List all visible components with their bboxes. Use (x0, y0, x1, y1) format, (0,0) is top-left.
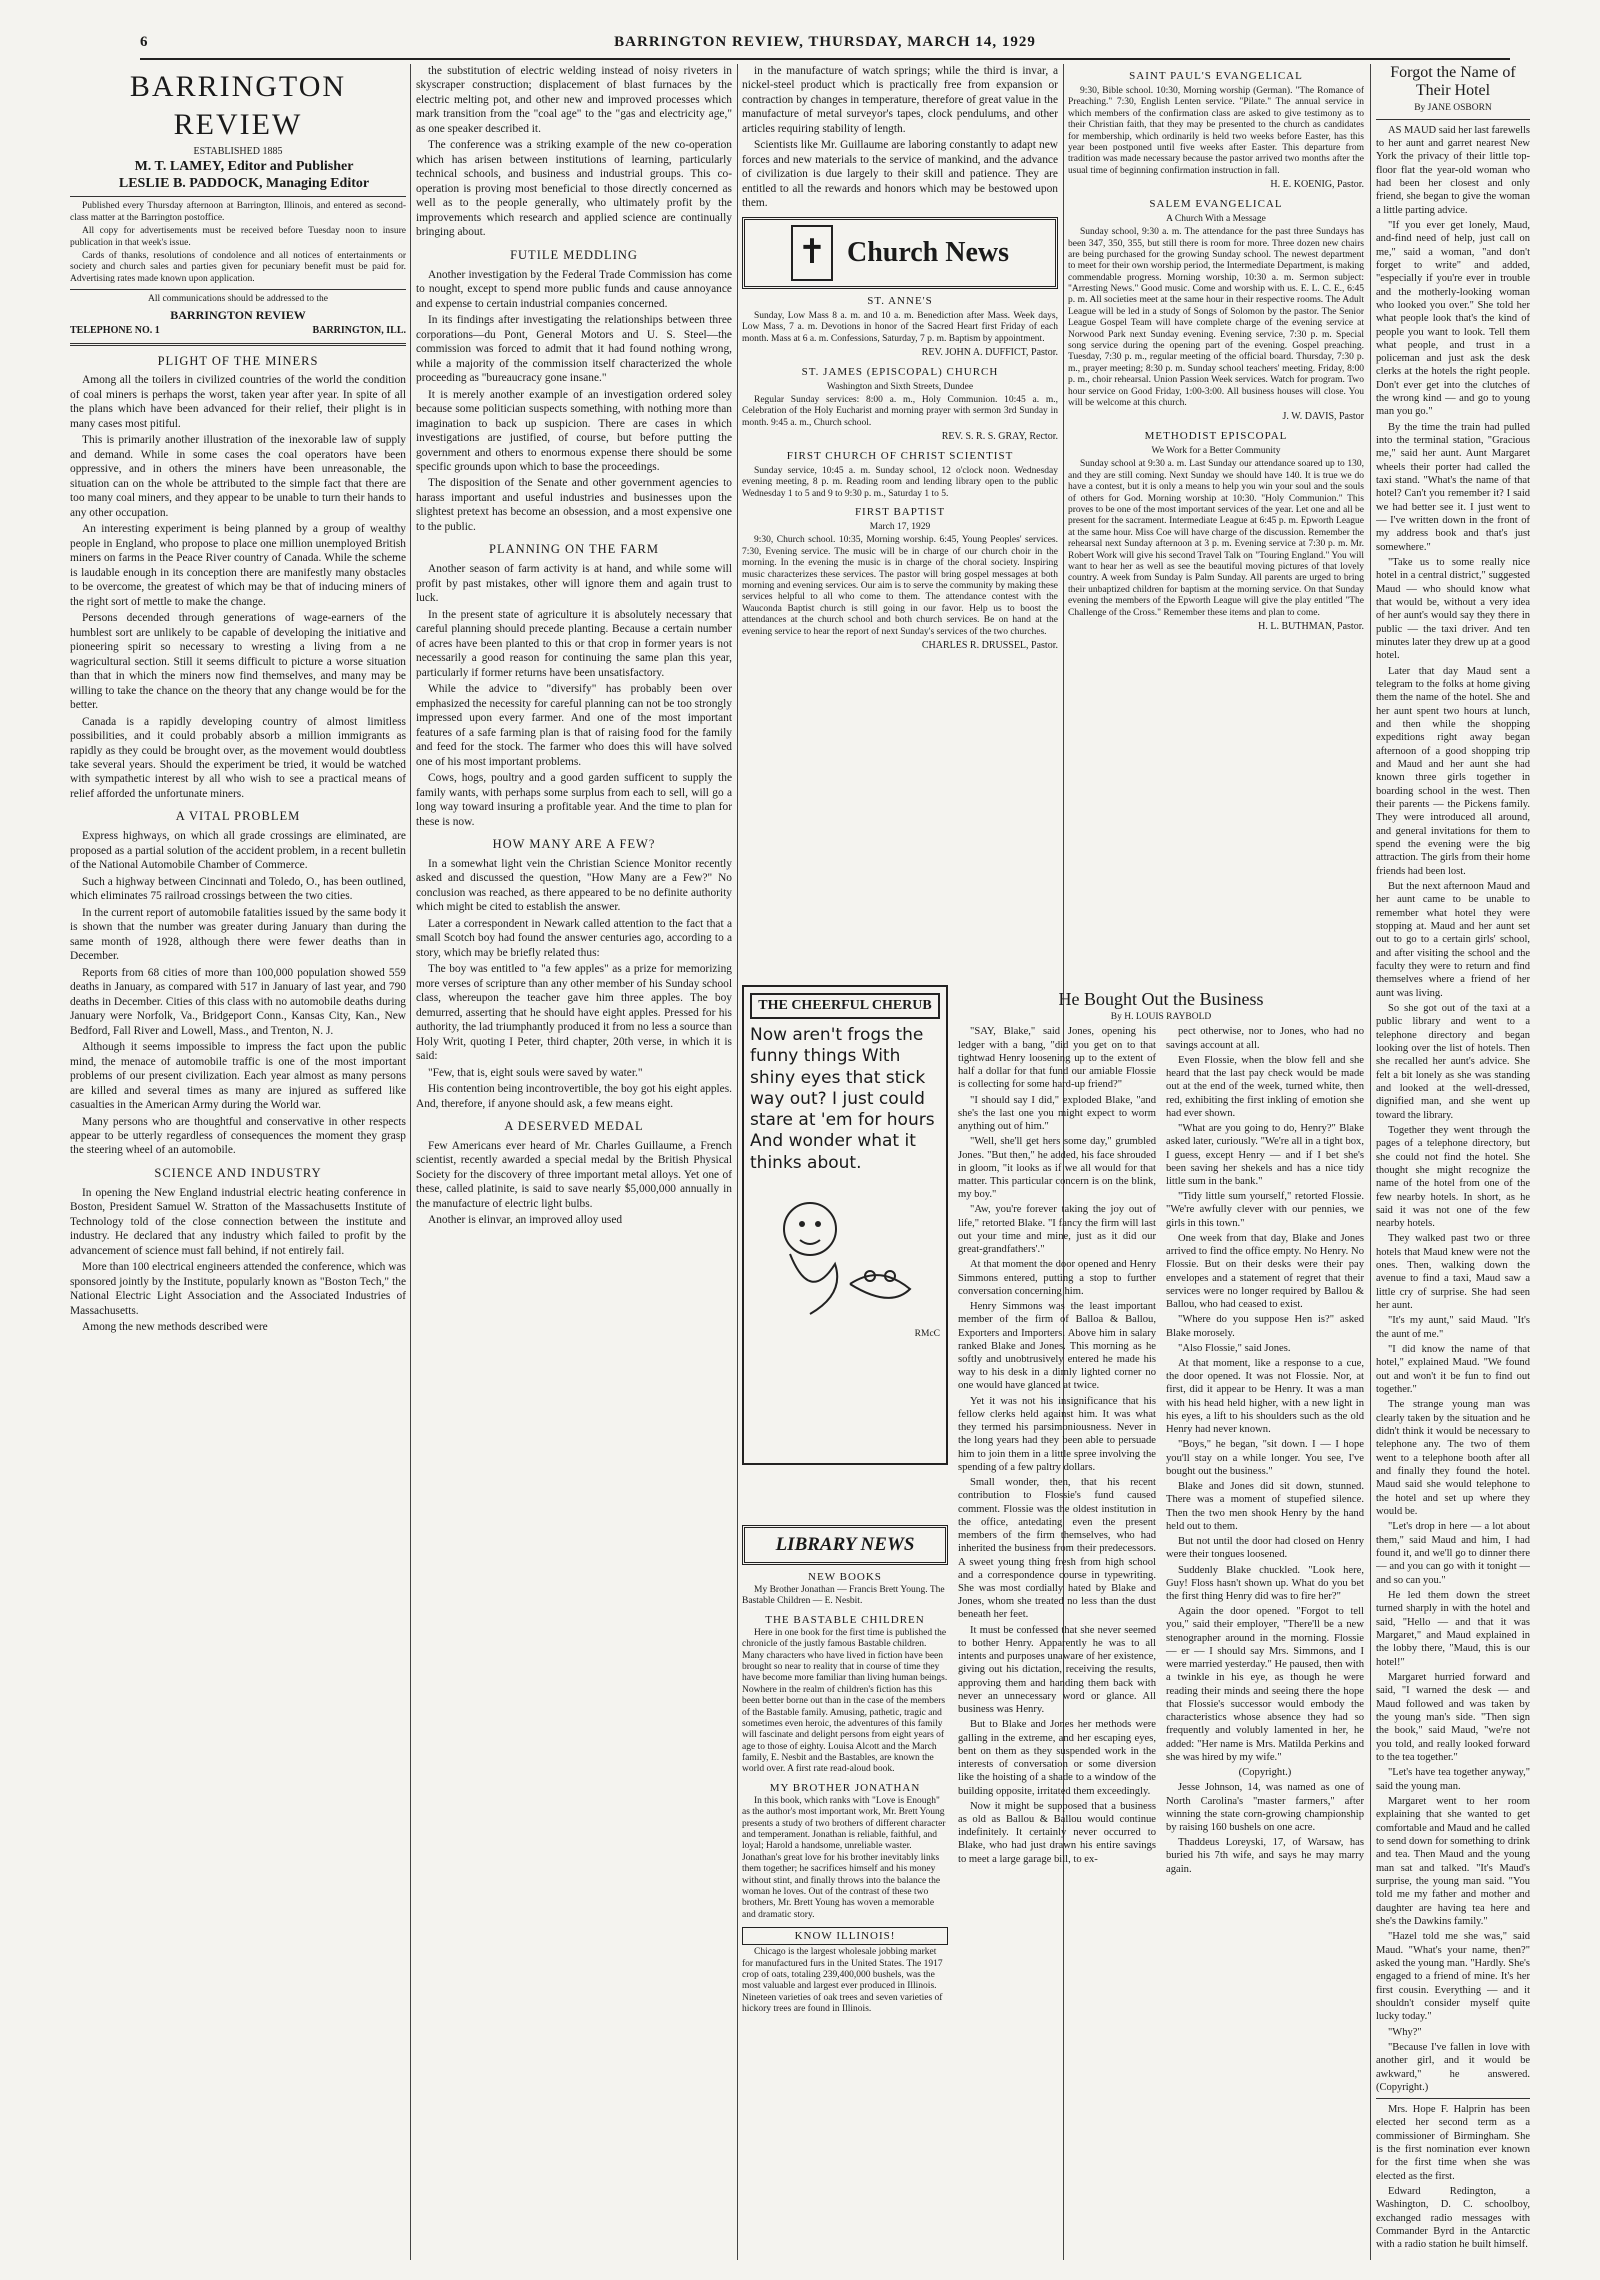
paragraph: "I should say I did," exploded Blake, "and she's the last one you might expect to worm anything out of him." (958, 1094, 1156, 1133)
church-news-banner (742, 217, 1058, 289)
church-text: Sunday service, 10:45 a. m. Sunday school, 12 o'clock noon. Wednesday evening meeting, 8 p. m. Reading room and lending library open to the public Wednesday 1 to 5 and 9 to 9:30 p. m., Saturday 1 to 5. (742, 465, 1058, 499)
library-news-title: LIBRARY NEWS (742, 1525, 948, 1565)
paragraph: "Aw, you're forever taking the joy out of life," retorted Blake. "I fancy the firm will last out your time and mine, just as it did our great-grandfathers'." (958, 1204, 1156, 1256)
paragraph: Another is elinvar, an improved alloy used (428, 1214, 623, 1227)
paragraph: Margaret hurried forward and said, "I warned the desk — and Maud followed and was taken by the young man's side. "Then sign the book," said Maud, "we're not you told, and really looked forward to the tea together." (1376, 1671, 1530, 1763)
church-signature: H. E. KOENIG, Pastor. (1270, 179, 1364, 191)
church-signature: REV. JOHN A. DUFFICT, Pastor. (921, 346, 1058, 358)
paragraph: pect otherwise, nor to Jones, who had no savings account at all. (1166, 1026, 1364, 1051)
short-story (958, 985, 1364, 1876)
ad-notice: All copy for advertisements must be received before Tuesday noon to insure publication in that week's issue. (70, 226, 406, 248)
church-signature: H. L. BUTHMAN, Pastor. (1258, 620, 1364, 632)
editorial-heading: PLIGHT OF THE MINERS (157, 353, 319, 368)
paragraph: It must be confessed that she never seemed to bother Henry. Apparently he was to all intents and purposes unaware of her existence, giving out his dictation, receiving the results, approving them and handing them back with never an unnecessary word or glance. All business was Henry. (958, 1624, 1156, 1716)
cheerful-cherub (742, 985, 948, 1455)
church-heading: FIRST CHURCH OF CHRIST SCIENTIST (786, 449, 1014, 462)
paragraph: Canada is a rapidly developing country of almost limitless possibilities, and it could probably absorb a million immigrants as rapidly as they could be brought over, as the movement would doubtless take several years. Should the experiment be tried, it would be watched with sympathetic interest by all who wish to see a practical means of relief afforded the unfortunate miners. (70, 715, 406, 800)
paragraph: "Where do you suppose Hen is?" asked Blake morosely. (1166, 1314, 1364, 1339)
column-1 (70, 64, 406, 2260)
library-news (742, 1525, 948, 2018)
folio-title: BARRINGTON REVIEW, THURSDAY, MARCH 14, 1929 (614, 34, 1036, 50)
paragraph: in the manufacture of watch springs; while the third is invar, a nickel-steel product which is practically free from expansion or contraction by changes in temperature, therefore of great value in the manufacture of metal surveyor's tapes, clock pendulums, and other articles requiring stability of length. (742, 65, 1058, 135)
contact-row (70, 325, 406, 338)
story-title: He Bought Out the Business (1058, 989, 1264, 1009)
paragraph: Yet it was not his insignificance that his fellow clerks held against him. It was what they termed his parsimoniousness. Never in the long years had they been able to persuade him to join them in a little spree involving the spending of a few paltry dollars. (958, 1395, 1156, 1473)
paragraph: In the current report of automobile fatalities issued by the same body it is shown that the number was greater during January than during the same month of 1928, although there were fewer deaths than in December. (70, 906, 406, 963)
paragraph: More than 100 electrical engineers attended the conference, which was sponsored jointly by the Institute, popularly known as "Boston Tech," the National Electric Light Association and the Associated Industries of Massachusetts. (70, 1261, 406, 1317)
paragraph: Although it seems impossible to impress the fact upon the public mind, the menace of automobile traffic is one of the most important problems of our present civilization. Each year almost as many persons are killed and several times as many are injured as suffered like casualties in the American Army during the World war. (70, 1041, 406, 1112)
paragraph: "What are you going to do, Henry?" Blake asked later, curiously. "We're all in a tight box, I guess, except Henry — and if I bet she's been saving her shekels and has a nice tidy little sum in the bank." (1166, 1123, 1364, 1187)
library-heading: MY BROTHER JONATHAN (769, 1781, 921, 1794)
paragraph: Suddenly Blake chuckled. "Look here, Guy! Floss hasn't shown up. What do you bet the first thing Henry did was to fire her?" (1166, 1564, 1364, 1602)
paragraph: "Tidy little sum yourself," retorted Flossie. "We're awfully clever with our pennies, we girls in this town." (1166, 1191, 1364, 1229)
column-4 (1068, 64, 1364, 974)
church-heading: SALEM EVANGELICAL (1149, 197, 1283, 210)
paragraph: AS MAUD said her last farewells to her aunt and garret nearest New York the privacy of their little top-floor flat the year-old woman who had been her closest and only friend, she began to give the woman a little parting advice. (1376, 124, 1530, 216)
library-text: Chicago is the largest wholesale jobbing market for manufactured furs in the United States. The 1917 crop of oats, totaling 239,400,000 bushels, was the most valuable and largest ever produced in Illinois. Nineteen varieties of oak trees and seven varieties of hickory trees are found in Illinois. (742, 1947, 943, 2015)
library-heading: KNOW ILLINOIS! (742, 1927, 948, 1945)
telephone: TELEPHONE NO. 1 (70, 324, 160, 336)
church-heading: ST. ANNE'S (867, 294, 933, 307)
paragraph: Later that day Maud sent a telegram to the folks at home giving them the name of the hotel. She and her aunt spent two hours at lunch, and then while the shopping expeditions right away began afternoon of a good shopping trip and Maud and her aunt she had known three girls together in boarding school in the west. Then their parents — the Pickens family. They were introduced all around, and general invitations for them to spend the evening were the big attraction. The girls from their home friends had been lost. (1376, 665, 1530, 877)
paragraph: At that moment, like a response to a cue, the door opened. It was not Flossie. Nor, at first, did it appear to be Henry. It was a man with his head held higher, with a new light in his eyes, a lift to his shoulders such as the old Henry had never known. (1166, 1358, 1364, 1436)
paragraph: "Because I've fallen in love with another girl, and it would be awkward," he answered. (Copyright.) (1376, 2041, 1530, 2093)
address-name: BARRINGTON REVIEW (170, 307, 306, 322)
established-line: ESTABLISHED 1885 (193, 146, 283, 158)
editorial-heading: FUTILE MEDDLING (510, 247, 638, 262)
paragraph: Few Americans ever heard of Mr. Charles Guillaume, a French scientist, recently awarded a special medal by the British Physical Society for the discovery of three important metal alloys. Yet one of these, called platinite, is said to save nearly $5,000,000 annually in the manufacture of electric light bulbs. (416, 1139, 732, 1210)
paragraph: Such a highway between Cincinnati and Toledo, O., has been outlined, which eliminates 75 railroad crossings between the two cities. (70, 875, 406, 903)
paragraph: The conference was a striking example of the new co-operation which has arisen between institutions of learning, particularly technical schools, and business and industrial groups. This co-operation is proving most beneficial to those directly concerned as well as to the people generally, who ultimately profit by the improvements which research and applied science are continually bringing about. (416, 139, 732, 239)
paragraph: Even Flossie, when the blow fell and she heard that the last pay check would be made out at the end of the week, turned white, then red, exhibiting the first inkling of emotion she had ever shown. (1166, 1054, 1364, 1119)
church-heading: SAINT PAUL'S EVANGELICAL (1129, 70, 1303, 82)
church-text: 9:30, Bible school. 10:30, Morning worship (German). "The Romance of Preaching." 7:30, English Lenten service. "Pilate." The annual service in which members of the confirmation class are asked to give testimony as to their Christian faith, that they may be presented to the church as candidates for membership, which ordinarily is held two weeks before Easter, has this year been postponed until five weeks after Easter. This departure from tradition was made necessary because the pastor arrived two months after the usual time of beginning confirmation instruction in fall. (1068, 85, 1364, 176)
cards-notice: Cards of thanks, resolutions of condolence and all notices of entertainments or society and church sales and parties given for pecuniary benefit must be paid for. Advertising rates made known upon application. (70, 251, 406, 284)
story-byline: By JANE OSBORN (1414, 103, 1492, 114)
paragraph: Now it might be supposed that a business as old as Ballou & Ballou would continue indefinitely. It certainly never occurred to Blake, who had just drawn his entire savings to meet a large garage bill, to ex- (958, 1800, 1156, 1865)
church-heading: FIRST BAPTIST (854, 506, 946, 519)
paragraph: The strange young man was clearly taken by the situation and he didn't think it would be necessary to telephone any. The two of them went to a telephone booth after all and finally they found the hotel. Maud said she would telephone to the hotel and set up where they would be. (1376, 1399, 1530, 1518)
paragraph: Express highways, on which all grade crossings are eliminated, are proposed as a partial solution of the accident problem, in a recent bulletin of the National Automobile Chamber of Commerce. (70, 830, 406, 872)
paragraph: In its findings after investigating the relationships between three corporations—du Pont, General Motors and U. S. Steel—the commission was forced to admit that it had found nothing wrong, while a majority of the commission itself characterized the whole proceeding as "bureaucracy gone insane." (416, 314, 732, 385)
cherub-title: THE CHEERFUL CHERUB (750, 993, 940, 1019)
church-subheading: We Work for a Better Community (1151, 446, 1281, 457)
paragraph: The disposition of the Senate and other government agencies to harass important and useful industries and businesses upon the slightest pretext has become an obsession, and a most expensive one to the public. (416, 477, 732, 533)
editorial-heading: A VITAL PROBLEM (175, 809, 301, 824)
paragraph: Henry Simmons was the least important member of the firm of Balloa & Ballou, Exporters and Importers. Above him in salary ranked Blake and Jones. This morning as he softly and unobtrusively entered he made his way to his desk in a dimly lighted corner no one would have glanced at twice. (958, 1301, 1156, 1392)
paragraph: But to Blake and Jones her methods were galling in the extreme, and her escaping eyes, bent on them as they suspended work in the interests of conversation or some diversion like the hoisting of a shade to a window of the building opposite, irritated them exceedingly. (958, 1719, 1156, 1797)
church-text: 9:30, Church school. 10:35, Morning worship. 6:45, Young Peoples' services. 7:30, Evening service. The music will be in charge of our church choir in the morning. In the evening the music is in charge of the choral society. Inspiring music characterizes these services. The pastor will bring gospel messages at both morning and evening services. Our aim is to serve the community by making these services helpful to all who come to them. The attendance contest with the Wauconda Baptist church is still going in our favor. Help us to boost the attendances at the church school and both church services. Be on hand at the evening service to hear the report of next Sunday's services of the two churches. (742, 535, 1058, 637)
paragraph: "Also Flossie," said Jones. (1178, 1342, 1291, 1354)
paragraph: At that moment the door opened and Henry Simmons entered, putting a stop to further conversation concerning him. (958, 1259, 1156, 1297)
paragraph: But not until the door had closed on Henry were their tongues loosened. (1166, 1536, 1364, 1561)
paragraph: "Let's drop in here — a lot about them," said Maud and him, I had found it, and we'll go to dinner there — and you can go with it tonight — and so can you." (1376, 1521, 1530, 1586)
church-heading: ST. JAMES (EPISCOPAL) CHURCH (801, 365, 999, 378)
library-heading: THE BASTABLE CHILDREN (765, 1613, 925, 1626)
paragraph: In a somewhat light vein the Christian Science Monitor recently asked and discussed the question, "How Many are a Few?" No conclusion was reached, as there appeared to be no definite authority which might be cited to establish the answer. (416, 857, 732, 914)
paragraph: This is primarily another illustration of the inexorable law of supply and demand. While in some cases the coal operators have been oppressive, and in others the miners have been unreasonable, the situation can on the whole be attributed to the simple fact that there are too many coal miners, and they appear to be unable to turn their hands to any other occupation. (70, 434, 406, 519)
editorial-heading: SCIENCE AND INDUSTRY (154, 1165, 322, 1180)
church-date: March 17, 1929 (869, 522, 931, 532)
church-text: Regular Sunday services: 8:00 a. m., Holy Communion. 10:45 a. m., Celebration of the Holy Eucharist and morning prayer with sermon 3rd Sunday in month. 9:45 a. m., Church school. (742, 395, 1058, 428)
editor-line: M. T. LAMEY, Editor and Publisher (134, 158, 354, 174)
church-text: Sunday, Low Mass 8 a. m. and 10 a. m. Benediction after Mass. Week days, Low Mass, 7 a. m. Devotions in honor of the Sacred Heart first Friday of each month. Mass at 6 a. m. Confessions, Saturday, 7 p. m. Baptism by appointment. (742, 310, 1058, 344)
column-rule (410, 64, 411, 2260)
paragraph: "I did know the name of that hotel," explained Maud. "We found out and won't it be fun to find out together." (1376, 1344, 1530, 1396)
paragraph: Persons decended through generations of wage-earners of the humblest sort are unlikely to be capable of developing the initiative and pioneering spirit so necessary to wresting a living from a ne wagricultural section. Still it seems difficult to picture a worse situation than that in which the miners now find themselves, and many may be willing to take the chance on the theory that any change would be for the better. (70, 612, 406, 712)
column-2 (416, 64, 732, 2260)
story-title: Forgot the Name of Their Hotel (1390, 64, 1516, 99)
paragraph: Later a correspondent in Newark called attention to the fact that a small Scotch boy had found the answer centuries ago, according to a story, which may be briefly related thus: (416, 917, 732, 959)
editorial-heading: HOW MANY ARE A FEW? (492, 837, 656, 851)
paragraph: It is merely another example of an investigation ordered soley because some politician suspects something, with nothing more than imagination to back up suspicion. There are cases in which investigations are justified, of course, but before putting the government and others to enormous expense there should be some specific grounds upon which to base the proceedings. (416, 388, 732, 473)
paragraph: Many persons who are thoughtful and conservative in other respects appear to be utterly regardless of consequences the moment they grasp the steering wheel of an automobile. (70, 1115, 406, 1157)
paragraph: "It's my aunt," said Maud. "It's the aunt of me." (1376, 1315, 1530, 1340)
paragraph: They walked past two or three hotels that Maud knew were not the ones. Then, walking down the avenue to find a taxi, Maud saw a little cry of surprise. She had seen her aunt. (1376, 1233, 1530, 1312)
paragraph: "Boys," he began, "sit down. I — I hope you'll stay on a while longer. You see, I've bought out the business." (1166, 1439, 1364, 1477)
paragraph: In the present state of agriculture it is absolutely necessary that careful planning should precede planting. Because a certain number of acres have been planted to this or that crop in former years is not necessarily a good reason for continuing the same plan this year, particularly if former returns have been unsatisfactory. (416, 608, 732, 679)
address-line: All communications should be addressed to the (148, 294, 328, 305)
paragraph: But the next afternoon Maud and her aunt came to be unable to remember what hotel they were stopping at. Maud and her aunt set out to go to a certain girls' school, and after visiting the school and the faculty they were to return and find themselves where a friend of her aunt was living. (1376, 880, 1530, 999)
city: BARRINGTON, ILL. (312, 324, 406, 336)
paragraph: Among the new methods described were (82, 1321, 268, 1334)
paragraph: "Take us to some really nice hotel in a central district," suggested Maud — who should know what that would be, without a very idea of her aunt's would say they there in public — the taxi driver. And ten minutes later they drew up at a good hotel. (1376, 557, 1530, 662)
paragraph: Together they went through the pages of a telephone directory, but she could not find the hotel. She thought she might recognize the name of the hotel from one of the few nearby hotels. In short, as he said it was not one of the few nearby hotels. (1376, 1124, 1530, 1230)
library-text: In this book, which ranks with "Love is Enough" as the author's most important work, Mr. Brett Young presents a study of two brothers of different character and temperament. Jonathan is reliable, faithful, and loyal; Harold a handsome, unreliable waster. Jonathan's great love for his brother inevitably links them together; he sacrifices himself and his money without stint, and finally throws into the balance the woman he loves. Out of the contrast of these two brothers, Mr. Brett Young has woven a memorable and dramatic story. (742, 1795, 946, 1920)
library-text: Here in one book for the first time is published the chronicle of the justly famous Bastable children. Many characters who have lived in fiction have been brought so near to reality that in course of time they have become more familiar than living human beings. Nowhere in the realm of children's fiction has this been better borne out than in the case of the members of the Bastable family. Amusing, pathetic, tragic and sometimes even heroic, the adventures of this family will fascinate and delight persons from eight years of age to those of eighty. Louisa Alcott and the March family, E. Nesbit and the Bastables, are known the world over. A first rate read-aloud book. (742, 1627, 948, 1775)
paragraph: One week from that day, Blake and Jones arrived to find the office empty. No Henry. No Flossie. But on their desks were their pay envelopes and a statement of regret that their services were no longer required by Ballou & Ballou, who had ceased to exist. (1166, 1232, 1364, 1311)
paragraph: He led them down the street turned sharply in with the hotel and said, "Hello — and that it was Margaret," and Maud explained in the lobby there, "Maud, this is our hotel!" (1376, 1590, 1530, 1668)
paragraph: "Well, she'll get hers some day," grumbled Jones. "But then," he added, his face shrouded in gloom, "it looks as if we all would for that matter. This particular concern is on the blink, my boy." (958, 1136, 1156, 1201)
church-signature: J. W. DAVIS, Pastor (1282, 411, 1364, 423)
paragraph: In opening the New England industrial electric heating conference in Boston, President Samuel W. Stratton of the Massachusetts Institute of Technology told of the close connection between the institute and industry. He declared that any industry which failed to profit by the advancement of science must fall behind, if not entirely fail. (70, 1186, 406, 1257)
editorial-heading: PLANNING ON THE FARM (489, 542, 659, 557)
paragraph: "Why?" (1388, 2026, 1422, 2038)
church-subheading: Washington and Sixth Streets, Dundee (826, 381, 974, 392)
paragraph: The boy was entitled to "a few apples" as a prize for memorizing more verses of scripture than any other member of his Sunday school class, whereupon the teacher gave him three apples. The boy demurred, asserting that he should have eight apples. Pressed for his authority, the lad triumphantly produced it from no less a source than Holy Writ, quoting I Peter, third chapter, 20th verse, in which it is said: (416, 963, 732, 1063)
paragraph: Reports from 68 cities of more than 100,000 population showed 559 deaths in January, as compared with 517 in January of last year, and 790 deaths in December. Cities of this class with no automobile deaths during January were Norfolk, Va., Bridgeport Conn., Kansas City, Kan., New Bedford, Fall River and Lowell, Mass., and Trenton, N. J. (70, 966, 406, 1037)
cherub-panel (742, 985, 948, 1465)
news-brief: Jesse Johnson, 14, was named as one of North Carolina's "master farmers," after winning the state corn-growing championship by raising 160 bushels on one acre. (1166, 1782, 1364, 1833)
church-text: Sunday school, 9:30 a. m. The attendance for the past three Sundays has been 347, 350, 355, but still there is room for more. Three dozen new chairs are being purchased for the growing Sunday school. The newest department to meet for their own worship period, the Intermediate Department, is making commendable progress. Morning worship, 10:30 a. m. Sermon subject: "Arresting News." Good music. Come and worship with us. E. L. C. E., 6:45 p. m. All societies meet at the same hour in their respective rooms. The Adult League will be led in a study of Songs of Solomon by the pastor. The Senior League Gospel Team will have complete charge of the evening service at Norwood Park next Sunday evening. Evening service, 7:30 p. m. Special song service during the opening part of the evening. Gospel preaching. Tuesday, 7:30 p. m., regular meeting of the official board. Thursday, 7:30 p. m., prayer meeting; 8:30 p. m. Sunday school teachers' meeting. Friday, 8:00 p. m., choir rehearsal. Union Passion Week services. Watch for program. Two hour service on Good Friday, 1:00-3:00. All business houses will close. You will be welcome at this church. (1068, 227, 1364, 408)
paragraph: Blake and Jones did sit down, stunned. There was a moment of stupefied silence. Then the two men shook Henry by the hand held out to them. (1166, 1481, 1364, 1532)
masthead-name: BARRINGTON REVIEW (129, 70, 347, 142)
paragraph: Cows, hogs, poultry and a good garden sufficent to supply the family wants, with perhaps some surplus from each to sell, will go a long way toward insuring a profitable year. And the time to plan for these is now. (416, 772, 732, 828)
story-byline: By H. LOUIS RAYBOLD (1110, 1012, 1212, 1022)
publication-notice: Published every Thursday afternoon at Barrington, Illinois, and entered as second-class matter at the Barrington postoffice. (70, 201, 406, 223)
church-news-title: Church News (846, 237, 1010, 269)
column-rule (1370, 64, 1371, 2260)
paragraph: Margaret went to her room explaining that she wanted to get comfortable and Maud and he called to send down for something to drink and tea. Then Maud and the young man sat and talked. "It's Maud's surprise, the young man said. "You told me my father and mother and daughter are having tea here and she's the Dawkins family." (1376, 1795, 1530, 1927)
paragraph: So she got out of the taxi at a public library and went to a telephone directory and began looking over the list of hotels. Then she recalled her aunt's advice. She felt a bit lonely as she was standing and looked at the well-dressed, dignified man, and she went up toward the library. (1376, 1002, 1530, 1121)
page-number: 6 (140, 34, 148, 50)
paragraph: "Hazel told me she was," said Maud. "What's your name, then?" asked the young man. "Hardly. She's engaged to a friend of mine. It's her first cousin. Everything — and it shouldn't consider myself quite lucky today." (1376, 1931, 1530, 2023)
church-heading: METHODIST EPISCOPAL (1144, 430, 1288, 443)
page-header (140, 32, 1510, 60)
paragraph: the substitution of electric welding instead of noisy riveters in skyscraper construction; displacement of blast furnaces by the electric melting pot, and other new and improved processes which mark transition from the "coal age" to the "gas and electricity age," as one speaker described it. (416, 65, 732, 135)
paragraph: An interesting experiment is being planned by a group of wealthy people in England, who propose to place one million unemployed British miners on farms in the Peace River country of Canada. While the scheme is laudable enough in its conception there are manifestly many obstacles to be overcome, the greatest of which may be that of inducing miners of the right sort of mettle to make the change. (70, 523, 406, 608)
church-subheading: A Church With a Message (1166, 213, 1266, 224)
paragraph: Scientists like Mr. Guillaume are laboring constantly to adapt new forces and new materials to the service of mankind, and the advance of civilization is due largely to their skill and patience. They are entitled to all the rewards and honors which may be bestowed upon them. (742, 139, 1058, 210)
managing-editor-line: LESLIE B. PADDOCK, Managing Editor (118, 175, 370, 191)
story-body (958, 1025, 1364, 1876)
library-text: My Brother Jonathan — Francis Brett Young. The Bastable Children — E. Nesbit. (742, 1585, 945, 1607)
lower-section (742, 985, 1364, 2260)
news-brief: Mrs. Hope F. Halprin has been elected her second term as a commissioner of Birmingham. She is the first nomination ever known for the first time when she was elected as the first. (1376, 2104, 1530, 2182)
paragraph: By the time the train had pulled into the terminal station, "Gracious me," said her aunt. Aunt Margaret wheels their porter had called the taxi stand. "What's the name of that hotel? Can't you remember it? I said we had better see it. I just went to — I've written down in the front of my address book and that's just somewhere." (1376, 421, 1530, 553)
paragraph: "Let's have tea together anyway," said the young man. (1376, 1767, 1530, 1792)
news-brief: Thaddeus Loreyski, 17, of Warsaw, has buried his 7th wife, and says he may marry again. (1166, 1837, 1364, 1875)
library-heading: NEW BOOKS (808, 1571, 882, 1583)
paragraph: His contention being incontrovertible, the boy got his eight apples. And, therefore, if anyone should ask, a few means eight. (416, 1083, 732, 1110)
cherub-verse: Now aren't frogs the funny things With shiny eyes that stick way out? I just could stare at 'em for hours And wonder what it thinks about. (750, 1025, 935, 1173)
church-text: Sunday school at 9:30 a. m. Last Sunday our attendance soared up to 130, and they are still coming. Next Sunday we should have 140. It is true we do have a contest, but it is only a means to help you win your soul and the souls of others for God. Morning worship at 10:30. "Holy Communion." This proves to be one of the most important services of the year. Let one and all be present for the sacrament. Intermediate League at 6:45 p. m. Epworth League at the same hour. Miss Coe will have charge of the discussion. Remember the rehearsal next Sunday afternoon at 3 p. m. Evening service at 7:30 p. m. Mr. Robert Work will give his second Travel Talk on "Touring England." You will want to hear her as well as see the beautiful moving pictures of that lovely country. A week from Sunday is Palm Sunday. All parents are urged to bring their unbaptized children for baptism at the morning service. On that Sunday evening the members of the Epworth League will give the play entitled "The Challenge of the Cross." Remember these items and plan to come. (1068, 459, 1364, 618)
column-rule (737, 64, 738, 2260)
church-signature: REV. S. R. S. GRAY, Rector. (941, 431, 1058, 443)
copyright-note: (Copyright.) (1238, 1767, 1292, 1779)
editorial-heading: A DESERVED MEDAL (504, 1119, 644, 1134)
cherub-illustration (750, 1174, 940, 1324)
paragraph: "SAY, Blake," said Jones, opening his ledger with a bang, "did you get on to that tightwad Henry loosening up to the extent of half a dollar for that fund our amiable Flossie is collecting for some hard-up friend?" (958, 1026, 1156, 1091)
paragraph: Another season of farm activity is at hand, and while some will profit by past mistakes, other will ignore them and again trust to luck. (416, 563, 732, 605)
paragraph: Another investigation by the Federal Trade Commission has come to nought, except to spend more public funds and cause annoyance and expense to certain industrial companies concerned. (416, 268, 732, 310)
paragraph: While the advice to "diversify" has probably been over emphasized the necessity for careful planning can not be too strongly impressed upon every farmer. And one of the most important features of a safe farming plan is that of raising food for the family and feed for the stock. The farmer who does this will have solved one of his most important problems. (416, 683, 732, 768)
paragraph: "Few, that is, eight souls were saved by water." (428, 1066, 643, 1079)
news-brief: Edward Redington, a Washington, D. C. schoolboy, exchanged radio messages with Commander Byrd in the Antarctic with a radio station he built himself. (1376, 2186, 1530, 2251)
paragraph: Small wonder, then, that his recent contribution to Flossie's fund caused comment. Flossie was the oldest institution in the office, antedating even the present members of the firm themselves, who had inherited the business from their predecessors. A sweet young thing fresh from high school and a correspondence course in typewriting. She was most cordially hated by Blake and Jones, whom she treated no less than the dust beneath her feet. (958, 1477, 1156, 1621)
cross-icon: ✝ (791, 225, 833, 281)
cherub-credit: RMcC (914, 1328, 940, 1339)
column-5 (1376, 64, 1530, 2260)
column-3 (742, 64, 1058, 974)
paragraph: Again the door opened. "Forgot to tell you," said their employer, "There'll be a new stenographer around in the morning. Flossie — er — I should say Mrs. Simmons, and I were married yesterday." He paused, then with a twinkle in his eye, as though he were reading their minds and seeing there the hope that Flossie's successor would embody the characteristics whose absence they had so frequently and volubly lamented in her, he added: "Her name is Mrs. Matilda Perkins and she was hired by my wife." (1166, 1606, 1364, 1763)
church-signature: CHARLES R. DRUSSEL, Pastor. (921, 639, 1058, 651)
paragraph: "If you ever get lonely, Maud, and-find need of help, just call on me," said a woman, "and don't forget to write" and added, "especially if you're ever in trouble and the motherly-looking woman who looked you over." She told her what people look that's the kind of people you want to look. Tell them what people, and trust in a policeman and just ask the desk clerks at the hotels the right people. Don't ever get into the clutches of the wrong kind — and go to young man you go." (1376, 219, 1530, 418)
paragraph: Among all the toilers in civilized countries of the world the condition of coal miners is perhaps the worst, taken year after year. In spite of all the plans which have been advanced for their relief, their plight is in many cases most pitiful. (70, 374, 406, 430)
